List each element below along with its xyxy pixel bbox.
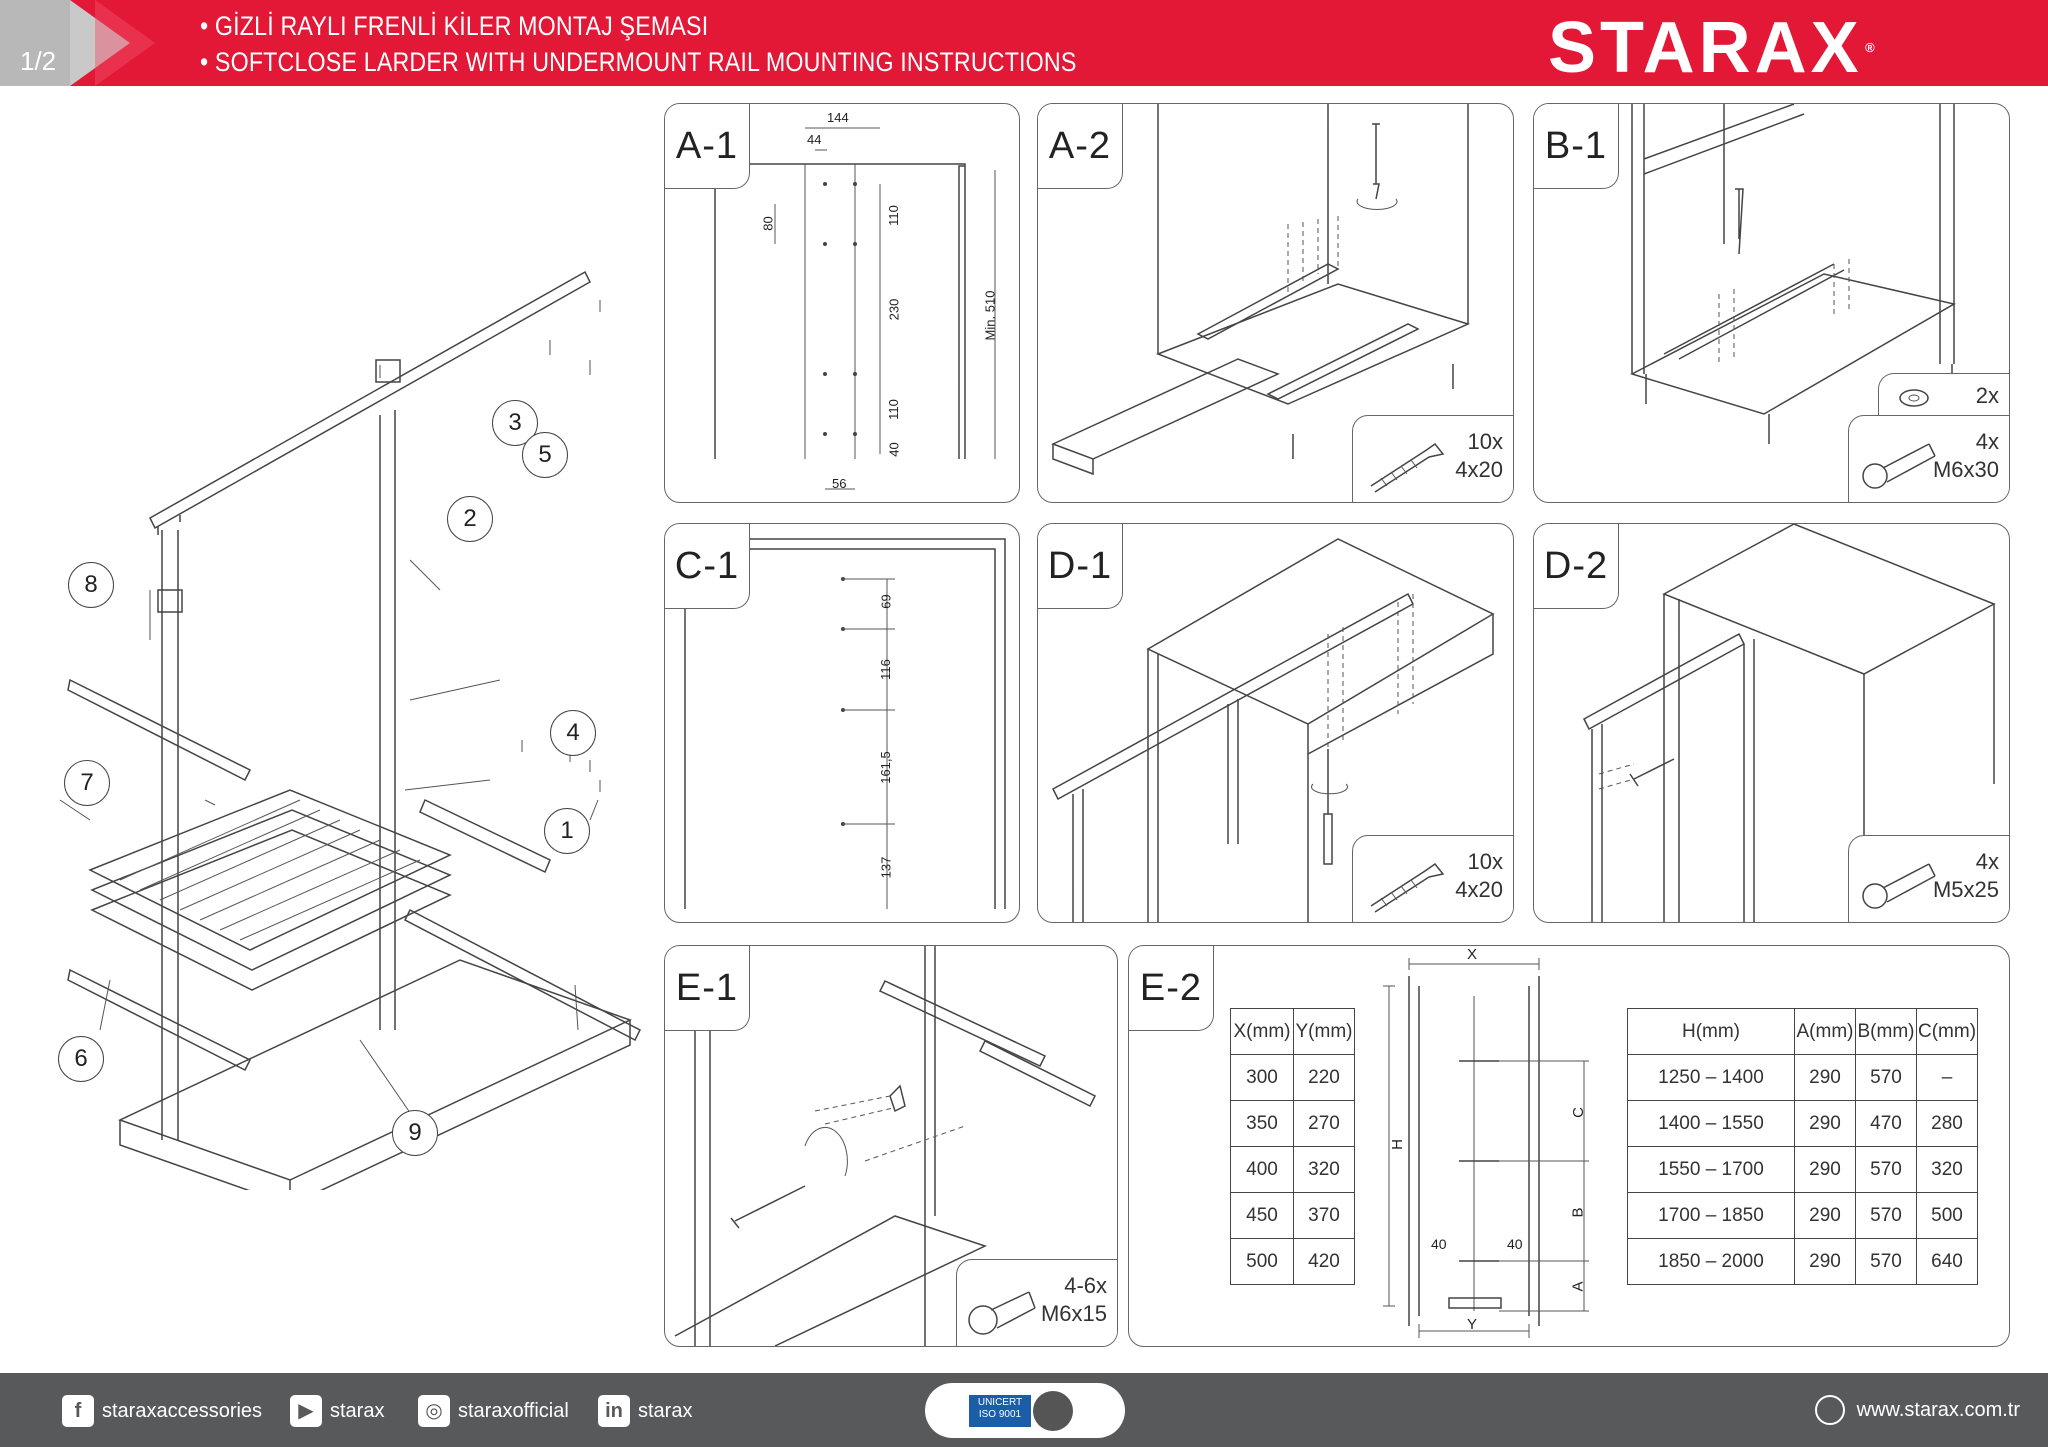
- panel-d1-label: D-1: [1047, 545, 1113, 587]
- panel-a2-label: A-2: [1048, 125, 1112, 167]
- panel-e1-hardware-box: [956, 1259, 1118, 1347]
- a2-hw-size: 4x20: [1455, 457, 1503, 482]
- h-cell: 1400 – 1550: [1628, 1101, 1795, 1147]
- panel-a1-label: A-1: [675, 125, 739, 167]
- e1-hw-qty: 4-6x: [1064, 1273, 1107, 1298]
- e2-dim-c: C: [1569, 1107, 1587, 1118]
- brand-logo: [1548, 8, 1879, 86]
- e2-dim-h: H: [1388, 1139, 1406, 1150]
- e2-dim-a: A: [1569, 1281, 1587, 1292]
- h-cell: 570: [1856, 1193, 1917, 1239]
- header-arrow-decoration: [95, 0, 155, 86]
- b1-bolt-qty: 4x: [1975, 429, 1999, 454]
- e2-dim-left-40: 40: [1431, 1236, 1447, 1252]
- brand-registered-mark: ®: [1865, 40, 1879, 55]
- callout-9: 9: [392, 1110, 438, 1156]
- e2-dim-x: X: [1467, 946, 1478, 963]
- footer-bar: [0, 1373, 2048, 1447]
- h-cell: 1250 – 1400: [1628, 1055, 1795, 1101]
- unicert-label: UNICERT: [977, 1397, 1023, 1408]
- callout-4: 4: [550, 710, 596, 756]
- h-cell: 570: [1856, 1239, 1917, 1285]
- e2-dim-y: Y: [1467, 1316, 1478, 1333]
- xy-cell: 500: [1231, 1239, 1294, 1285]
- panel-e1-label-box: [665, 946, 750, 1031]
- xy-cell: 320: [1294, 1147, 1355, 1193]
- b1-bolt-size: M6x30: [1932, 457, 1999, 482]
- panel-e2-label-box: [1129, 946, 1214, 1031]
- h-cell: –: [1917, 1055, 1978, 1101]
- unicert-logo: [969, 1395, 1031, 1427]
- globe-icon: [1815, 1395, 1845, 1425]
- e2-dim-right-40: 40: [1507, 1236, 1523, 1252]
- xy-cell: 270: [1294, 1101, 1355, 1147]
- youtube-handle: starax: [330, 1399, 385, 1422]
- panel-a2: [1037, 103, 1514, 503]
- panel-a1-label-box: [665, 104, 750, 189]
- instagram-handle: staraxofficial: [458, 1399, 569, 1422]
- xy-cell: 450: [1231, 1193, 1294, 1239]
- facebook-handle: staraxaccessories: [102, 1399, 263, 1422]
- h-cell: 570: [1856, 1055, 1917, 1101]
- panel-e1: [664, 945, 1118, 1347]
- xy-cell: 370: [1294, 1193, 1355, 1239]
- panel-a2-label-box: [1038, 104, 1123, 189]
- instagram-link[interactable]: [418, 1395, 569, 1427]
- b1-washer-qty: 2x: [1975, 383, 1999, 408]
- youtube-icon: ▶: [290, 1395, 322, 1427]
- panel-d1: [1037, 523, 1514, 923]
- facebook-link[interactable]: [62, 1395, 262, 1427]
- a1-dim-min-510: Min. 510: [982, 290, 998, 341]
- a1-dim-40: 40: [886, 442, 902, 457]
- panel-d2-label: D-2: [1543, 545, 1609, 587]
- callout-2: 2: [447, 496, 493, 542]
- c1-dim-161-5: 161,5: [877, 751, 893, 784]
- panel-e2-label: E-2: [1139, 967, 1203, 1009]
- h-cell: 290: [1795, 1239, 1856, 1285]
- panel-e1-label: E-1: [675, 967, 739, 1009]
- website-url: www.starax.com.tr: [1856, 1398, 2020, 1421]
- a1-dim-144: 144: [827, 110, 849, 125]
- panel-c1-label: C-1: [674, 545, 740, 587]
- h-cell: 640: [1917, 1239, 1978, 1285]
- xy-cell: 420: [1294, 1239, 1355, 1285]
- panel-b1: [1533, 103, 2010, 503]
- c1-dim-137: 137: [878, 856, 894, 879]
- linkedin-handle: starax: [638, 1399, 693, 1422]
- c1-dim-69: 69: [878, 594, 894, 609]
- xy-cell: 220: [1294, 1055, 1355, 1101]
- a1-dim-56: 56: [832, 476, 847, 491]
- a1-dim-230: 230: [886, 298, 902, 321]
- panel-e2: [1128, 945, 2010, 1347]
- panel-b1-bolt-box: [1848, 415, 2010, 503]
- panel-d2-label-box: [1534, 524, 1619, 609]
- callout-3: 3: [492, 400, 538, 446]
- d1-hw-qty: 10x: [1467, 849, 1503, 874]
- panel-b1-label-box: [1534, 104, 1619, 189]
- unicert-seal-icon: [1033, 1391, 1073, 1431]
- a1-dim-110-top: 110: [885, 205, 901, 226]
- callout-1: 1: [544, 808, 590, 854]
- h-cell: 1700 – 1850: [1628, 1193, 1795, 1239]
- header-titles: [200, 8, 1219, 80]
- h-cell: 290: [1795, 1193, 1856, 1239]
- callout-8: 8: [68, 562, 114, 608]
- linkedin-link[interactable]: [598, 1395, 692, 1427]
- e2-dim-b: B: [1569, 1207, 1587, 1218]
- h-cell: 470: [1856, 1101, 1917, 1147]
- overview-drawing: [30, 260, 670, 1190]
- a1-dim-80: 80: [760, 216, 776, 231]
- h-header-a: A(mm): [1795, 1009, 1856, 1055]
- e1-hw-size: M6x15: [1040, 1301, 1107, 1326]
- a2-hw-qty: 10x: [1467, 429, 1503, 454]
- callout-7: 7: [64, 760, 110, 806]
- certification-badge: [925, 1383, 1125, 1438]
- youtube-link[interactable]: [290, 1395, 384, 1427]
- xy-cell: 400: [1231, 1147, 1294, 1193]
- panel-a1: [664, 103, 1020, 503]
- d1-hw-size: 4x20: [1455, 877, 1503, 902]
- panel-b1-label: B-1: [1544, 125, 1608, 167]
- xy-cell: 300: [1231, 1055, 1294, 1101]
- h-header-h: H(mm): [1628, 1009, 1795, 1055]
- callout-6: 6: [58, 1036, 104, 1082]
- instagram-icon: ◎: [418, 1395, 450, 1427]
- panel-c1: [664, 523, 1020, 923]
- d2-hw-size: M5x25: [1932, 877, 1999, 902]
- d2-hw-qty: 4x: [1975, 849, 1999, 874]
- h-size-table: [1627, 1008, 1978, 1285]
- unicert-standard: ISO 9001: [978, 1409, 1022, 1420]
- h-header-b: B(mm): [1856, 1009, 1917, 1055]
- h-cell: 290: [1795, 1147, 1856, 1193]
- panel-d1-label-box: [1038, 524, 1123, 609]
- linkedin-icon: in: [598, 1395, 630, 1427]
- panel-b1-washer-box: [1878, 373, 2010, 418]
- h-cell: 570: [1856, 1147, 1917, 1193]
- facebook-icon: f: [62, 1395, 94, 1427]
- xy-header-x: X(mm): [1231, 1009, 1294, 1055]
- c1-dim-116: 116: [877, 659, 893, 680]
- brand-logo-text: STARAX: [1548, 8, 1863, 86]
- h-cell: 500: [1917, 1193, 1978, 1239]
- h-cell: 320: [1917, 1147, 1978, 1193]
- h-cell: 280: [1917, 1101, 1978, 1147]
- h-cell: 290: [1795, 1055, 1856, 1101]
- panel-a2-hardware-box: [1352, 415, 1514, 503]
- header-bar: [0, 0, 2048, 86]
- a1-dim-44: 44: [807, 132, 822, 147]
- h-cell: 1850 – 2000: [1628, 1239, 1795, 1285]
- h-cell: 1550 – 1700: [1628, 1147, 1795, 1193]
- h-header-c: C(mm): [1917, 1009, 1978, 1055]
- page-number: 1/2: [20, 46, 57, 76]
- panel-d1-hardware-box: [1352, 835, 1514, 923]
- xy-cell: 350: [1231, 1101, 1294, 1147]
- panel-d2-hardware-box: [1848, 835, 2010, 923]
- title-english: • SOFTCLOSE LARDER WITH UNDERMOUNT RAIL MOUNTING INSTRUCTIONS: [200, 47, 1077, 77]
- xy-header-y: Y(mm): [1294, 1009, 1355, 1055]
- panel-c1-label-box: [665, 524, 750, 609]
- panel-d2: [1533, 523, 2010, 923]
- callout-5: 5: [522, 432, 568, 478]
- website-link[interactable]: [1815, 1395, 2020, 1425]
- h-cell: 290: [1795, 1101, 1856, 1147]
- title-turkish: • GİZLİ RAYLI FRENLİ KİLER MONTAJ ŞEMASI: [200, 11, 709, 41]
- a1-dim-110-bottom: 110: [885, 399, 901, 420]
